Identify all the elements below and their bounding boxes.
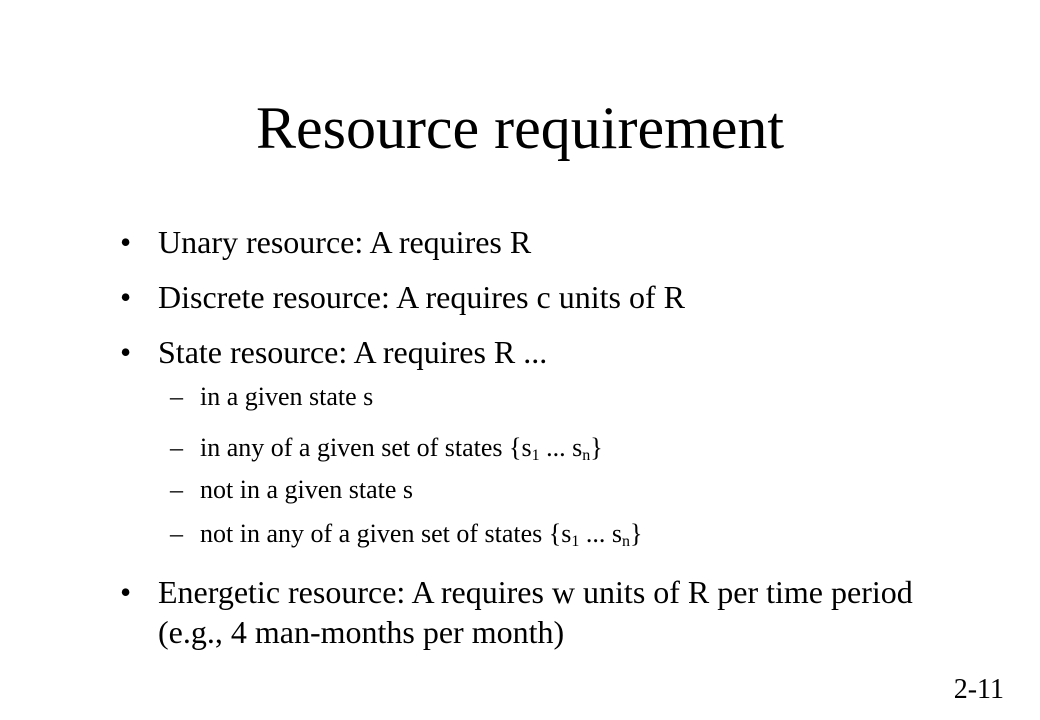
slide-number: 2-11 bbox=[953, 674, 1004, 705]
subitem-text-prefix: in any of a given set of states {s bbox=[200, 433, 532, 462]
bullet-marker: • bbox=[120, 574, 132, 610]
bullet-text: Energetic resource: A requires w units of R per time period (e.g., 4 man-months per month) bbox=[158, 574, 913, 650]
slide-title: Resource requirement bbox=[255, 95, 785, 161]
dash-marker: – bbox=[170, 475, 183, 504]
bullet-text: State resource: A requires R ... bbox=[158, 334, 548, 370]
subscript-n: n bbox=[582, 447, 591, 464]
subitem-text-suffix: } bbox=[590, 433, 603, 462]
bullet-marker: • bbox=[120, 334, 132, 370]
subitem-text bbox=[200, 432, 603, 464]
subitem-text: in a given state s bbox=[200, 382, 374, 411]
subscript-1: 1 bbox=[571, 533, 580, 550]
subitem-text-prefix: not in any of a given set of states {s bbox=[200, 519, 572, 548]
bullet-text: Discrete resource: A requires c units of R bbox=[158, 279, 685, 315]
subitem-text: not in a given state s bbox=[200, 475, 414, 504]
dash-marker: – bbox=[170, 433, 183, 462]
subitem-text-middle: ... s bbox=[539, 433, 583, 462]
dash-marker: – bbox=[170, 382, 183, 411]
bullet-text: Unary resource: A requires R bbox=[158, 224, 532, 260]
dash-marker: – bbox=[170, 519, 183, 548]
subitem-text-middle: ... s bbox=[579, 519, 622, 548]
subitem-text bbox=[200, 518, 642, 550]
subitem-text-suffix: } bbox=[629, 519, 643, 548]
subscript-1: 1 bbox=[531, 447, 540, 464]
bullet-marker: • bbox=[120, 224, 132, 260]
bullet-marker: • bbox=[120, 279, 132, 315]
subscript-n: n bbox=[621, 533, 630, 550]
